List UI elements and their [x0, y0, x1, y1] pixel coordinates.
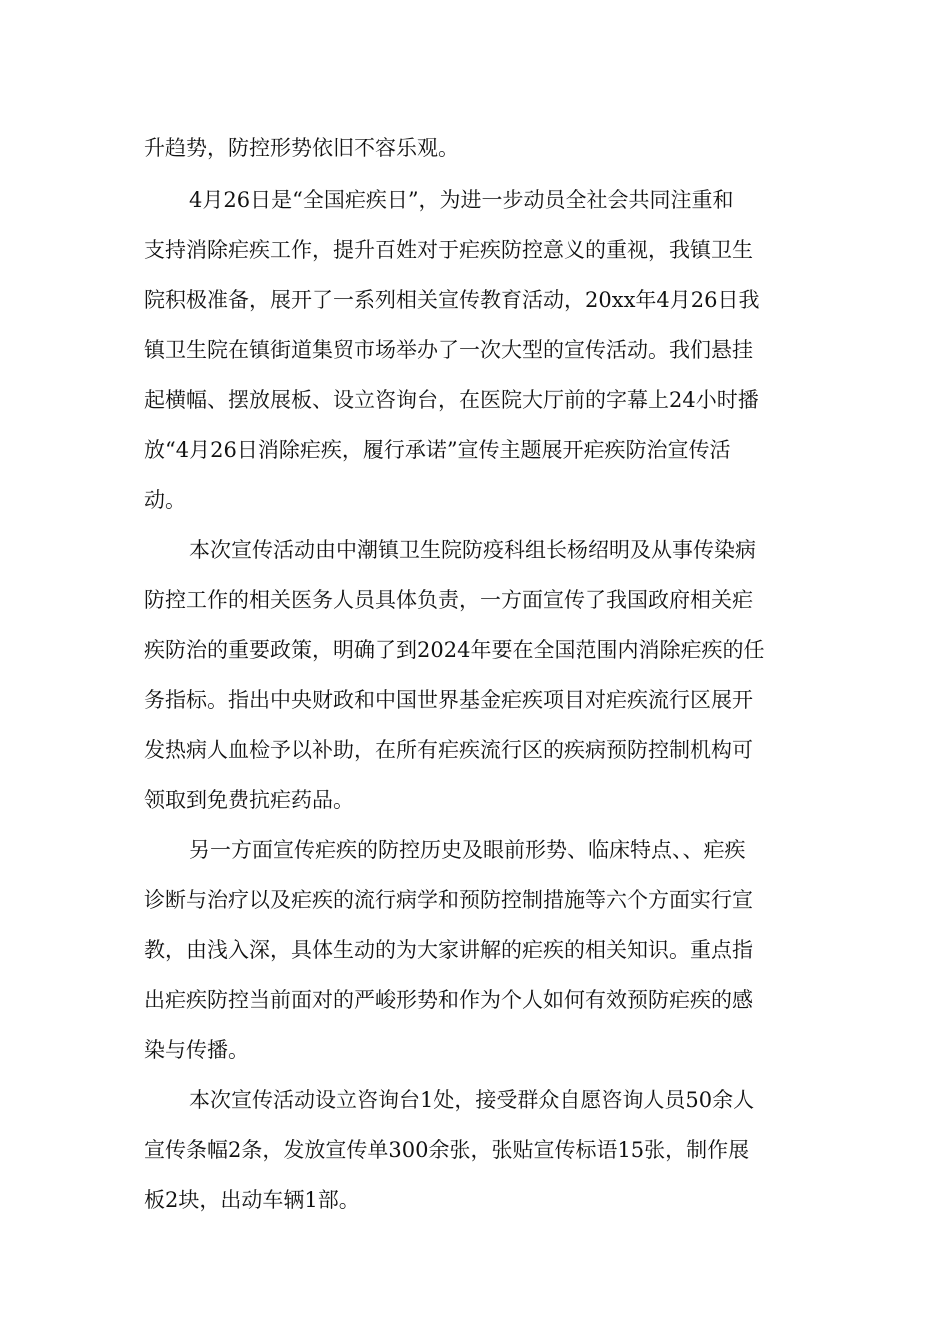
text-line: 升趋势，防控形势依旧不容乐观。: [144, 136, 459, 160]
text-line: 4月26日是“全国疟疾日”，为进一步动员全社会共同注重和: [189, 188, 734, 212]
text-line: 院积极准备，展开了一系列相关宣传教育活动，20xx年4月26日我: [144, 288, 760, 312]
text-line: 宣传条幅2条，发放宣传单300余张，张贴宣传标语15张，制作展: [144, 1138, 750, 1162]
text-line: 本次宣传活动设立咨询台1处，接受群众自愿咨询人员50余人: [189, 1088, 755, 1112]
text-line: 出疟疾防控当前面对的严峻形势和作为个人如何有效预防疟疾的感: [144, 988, 753, 1012]
text-line: 疾防治的重要政策，明确了到2024年要在全国范围内消除疟疾的任: [144, 638, 765, 662]
text-line: 另一方面宣传疟疾的防控历史及眼前形势、临床特点、、疟疾: [189, 838, 746, 862]
text-line: 镇卫生院在镇街道集贸市场举办了一次大型的宣传活动。我们悬挂: [144, 338, 753, 362]
text-line: 放“4月26日消除疟疾，履行承诺”宣传主题展开疟疾防治宣传活: [144, 438, 731, 462]
text-line: 动。: [144, 488, 186, 512]
text-line: 诊断与治疗以及疟疾的流行病学和预防控制措施等六个方面实行宣: [144, 888, 753, 912]
text-line: 发热病人血检予以补助，在所有疟疾流行区的疾病预防控制机构可: [144, 738, 753, 762]
text-line: 支持消除疟疾工作，提升百姓对于疟疾防控意义的重视，我镇卫生: [144, 238, 753, 262]
text-line: 防控工作的相关医务人员具体负责，一方面宣传了我国政府相关疟: [144, 588, 753, 612]
text-line: 染与传播。: [144, 1038, 249, 1062]
text-line: 教，由浅入深，具体生动的为大家讲解的疟疾的相关知识。重点指: [144, 938, 753, 962]
text-line: 务指标。指出中央财政和中国世界基金疟疾项目对疟疾流行区展开: [144, 688, 753, 712]
text-line: 领取到免费抗疟药品。: [144, 788, 354, 812]
text-line: 起横幅、摆放展板、设立咨询台，在医院大厅前的字幕上24小时播: [144, 388, 759, 412]
text-line: 板2块，出动车辆1部。: [144, 1188, 360, 1212]
text-line: 本次宣传活动由中潮镇卫生院防疫科组长杨绍明及从事传染病: [189, 538, 756, 562]
